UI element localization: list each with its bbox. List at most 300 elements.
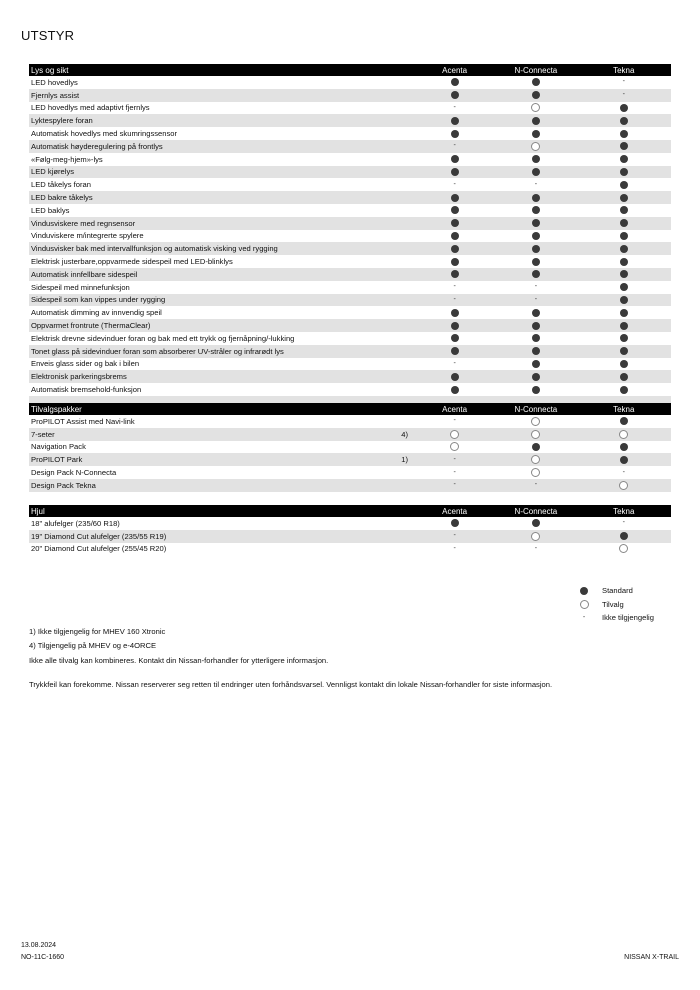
standard-dot-icon — [620, 194, 628, 202]
availability-cell — [495, 347, 576, 355]
availability-cell — [577, 456, 671, 464]
availability-cell — [414, 245, 495, 253]
table-row — [29, 319, 671, 332]
row-label: ProPILOT Assist med Navi-link — [31, 416, 135, 426]
table-row — [29, 466, 671, 479]
availability-cell — [495, 78, 576, 86]
standard-dot-icon — [451, 519, 459, 527]
availability-cell — [414, 104, 495, 112]
standard-dot-icon — [532, 373, 540, 381]
legend-label: Ikke tilgjengelig — [602, 613, 654, 623]
footer-model: NISSAN X-TRAIL — [624, 954, 679, 961]
table-row — [29, 345, 671, 358]
availability-cell — [414, 334, 495, 342]
optional-circle-icon — [531, 455, 540, 464]
column-header: Acenta — [442, 506, 468, 516]
availability-cell — [495, 206, 576, 214]
not-available-dash: - — [453, 295, 456, 303]
standard-dot-icon — [580, 587, 588, 595]
row-label: LED hovedlys — [31, 77, 78, 87]
availability-cell — [414, 442, 495, 451]
availability-cell — [577, 544, 671, 553]
standard-dot-icon — [532, 258, 540, 266]
availability-cell — [414, 168, 495, 176]
table-row — [29, 306, 671, 319]
column-header: Tekna — [613, 404, 635, 414]
not-available-dash: - — [622, 91, 625, 99]
standard-dot-icon — [620, 168, 628, 176]
table-row — [29, 230, 671, 243]
availability-cell — [495, 219, 576, 227]
standard-dot-icon — [451, 194, 459, 202]
availability-cell — [414, 430, 495, 439]
availability-cell — [577, 78, 671, 86]
availability-cell — [495, 117, 576, 125]
table-row — [29, 127, 671, 140]
not-available-dash: - — [453, 417, 456, 425]
availability-cell — [577, 117, 671, 125]
not-available-dash: - — [453, 180, 456, 188]
optional-circle-icon — [531, 417, 540, 426]
availability-cell — [577, 155, 671, 163]
availability-cell — [577, 309, 671, 317]
legend — [578, 584, 654, 625]
not-available-dash: - — [453, 455, 456, 463]
availability-cell — [414, 322, 495, 330]
availability-cell — [577, 232, 671, 240]
table-row — [29, 530, 671, 543]
availability-cell — [495, 258, 576, 266]
table-row — [29, 358, 671, 371]
row-label: Enveis glass sider og bak i bilen — [31, 359, 140, 369]
table-row — [29, 153, 671, 166]
standard-dot-icon — [620, 532, 628, 540]
not-available-dash: - — [534, 295, 538, 303]
row-label: Sidespeil med minnefunksjon — [31, 282, 130, 292]
standard-dot-icon — [620, 309, 628, 317]
table-row — [29, 428, 671, 441]
section-table — [29, 64, 671, 409]
standard-dot-icon — [532, 78, 540, 86]
availability-cell — [577, 130, 671, 138]
availability-cell — [495, 181, 576, 189]
row-label: 20" Diamond Cut alufelger (255/45 R20) — [31, 544, 167, 554]
not-available-dash: - — [622, 468, 625, 476]
availability-cell — [414, 283, 495, 291]
table-row — [29, 102, 671, 115]
availability-cell — [577, 334, 671, 342]
availability-cell — [577, 360, 671, 368]
availability-cell — [414, 519, 495, 527]
standard-dot-icon — [451, 130, 459, 138]
not-available-dash: - — [453, 544, 456, 552]
table-row — [29, 178, 671, 191]
section-header — [29, 505, 671, 517]
not-available-dash: - — [534, 180, 538, 188]
row-label: Design Pack Tekna — [31, 480, 96, 490]
availability-cell — [414, 181, 495, 189]
availability-cell — [495, 270, 576, 278]
table-row — [29, 479, 671, 492]
availability-cell — [495, 232, 576, 240]
availability-cell — [495, 417, 576, 426]
row-label: Automatisk hovedlys med skumringssensor — [31, 129, 178, 139]
row-label: LED kjørelys — [31, 167, 75, 177]
standard-dot-icon — [532, 219, 540, 227]
section-title: Tilvalgspakker — [31, 404, 82, 414]
availability-cell — [577, 104, 671, 112]
standard-dot-icon — [620, 130, 628, 138]
availability-cell — [577, 519, 671, 527]
availability-cell — [577, 142, 671, 150]
availability-cell — [414, 258, 495, 266]
row-label: Automatisk bremsehold-funksjon — [31, 385, 142, 395]
standard-dot-icon — [620, 283, 628, 291]
table-row — [29, 114, 671, 127]
row-label: LED hovedlys med adaptivt fjernlys — [31, 103, 150, 113]
availability-cell — [414, 545, 495, 553]
row-label: Oppvarmet frontrute (ThermaClear) — [31, 321, 151, 331]
row-label: Vinduviskere m/integrerte spylere — [31, 231, 144, 241]
availability-cell — [414, 206, 495, 214]
availability-cell — [577, 245, 671, 253]
availability-cell — [577, 386, 671, 394]
column-header: N-Connecta — [514, 65, 558, 75]
legend-item — [578, 611, 654, 625]
not-available-dash: - — [453, 103, 456, 111]
standard-dot-icon — [620, 417, 628, 425]
table-row — [29, 294, 671, 307]
availability-cell — [577, 270, 671, 278]
standard-dot-icon — [451, 334, 459, 342]
standard-dot-icon — [532, 245, 540, 253]
table-row — [29, 517, 671, 530]
availability-cell — [577, 469, 671, 477]
column-header: N-Connecta — [514, 506, 558, 516]
footer-code: NO-11C-1660 — [21, 954, 65, 961]
row-footnote-ref: 4) — [401, 429, 408, 439]
availability-cell — [495, 334, 576, 342]
standard-dot-icon — [620, 117, 628, 125]
standard-dot-icon — [532, 232, 540, 240]
standard-dot-icon — [620, 296, 628, 304]
standard-dot-icon — [451, 78, 459, 86]
standard-dot-icon — [532, 360, 540, 368]
table-row — [29, 191, 671, 204]
legend-item — [578, 584, 654, 598]
not-available-dash: - — [534, 481, 538, 489]
standard-dot-icon — [451, 91, 459, 99]
availability-cell — [414, 155, 495, 163]
availability-cell — [577, 283, 671, 291]
availability-cell — [414, 469, 495, 477]
row-label: LED bakre tåkelys — [31, 193, 93, 203]
not-available-dash: - — [453, 142, 456, 150]
availability-cell — [577, 417, 671, 425]
standard-dot-icon — [532, 117, 540, 125]
optional-circle-icon — [531, 430, 540, 439]
standard-dot-icon — [620, 219, 628, 227]
standard-dot-icon — [532, 155, 540, 163]
not-available-dash: - — [534, 544, 538, 552]
not-available-dash: - — [453, 468, 456, 476]
standard-dot-icon — [620, 322, 628, 330]
standard-dot-icon — [620, 386, 628, 394]
column-header: Tekna — [613, 65, 635, 75]
row-label: Navigation Pack — [31, 442, 86, 452]
table-row — [29, 217, 671, 230]
row-label: Vindusviskere med regnsensor — [31, 218, 136, 228]
availability-cell — [495, 532, 576, 541]
standard-dot-icon — [451, 232, 459, 240]
optional-circle-icon — [531, 468, 540, 477]
standard-dot-icon — [451, 117, 459, 125]
standard-dot-icon — [620, 181, 628, 189]
combination-note: Ikke alle tilvalg kan kombineres. Kontakt din Nissan-forhandler for ytterligere informasjon. — [29, 656, 329, 665]
table-row — [29, 453, 671, 466]
optional-circle-icon — [450, 430, 459, 439]
table-row — [29, 415, 671, 428]
legend-label: Tilvalg — [602, 599, 624, 609]
availability-cell — [495, 155, 576, 163]
standard-dot-icon — [532, 347, 540, 355]
standard-dot-icon — [620, 360, 628, 368]
availability-cell — [577, 322, 671, 330]
not-available-dash: - — [582, 613, 586, 621]
table-row — [29, 332, 671, 345]
availability-cell — [495, 283, 576, 291]
disclaimer: Trykkfeil kan forekomme. Nissan reserverer seg retten til endringer uten forhåndsvarsel. Vennligst kontakt din lokale Nissan-forhandler for siste informasjon. — [29, 680, 553, 689]
footnote-4: 4) Tilgjengelig på MHEV og e-4ORCE — [29, 641, 157, 650]
not-available-dash: - — [453, 532, 456, 540]
availability-cell — [577, 430, 671, 439]
standard-dot-icon — [451, 206, 459, 214]
table-row — [29, 383, 671, 396]
legend-label: Standard — [602, 586, 633, 596]
column-header: N-Connecta — [514, 404, 558, 414]
availability-cell — [495, 103, 576, 112]
availability-cell — [414, 142, 495, 150]
availability-cell — [414, 219, 495, 227]
table-row — [29, 166, 671, 179]
row-label: Tonet glass på sidevinduer foran som absorberer UV-stråler og infrarødt lys — [31, 346, 284, 356]
availability-cell — [495, 430, 576, 439]
row-label: 7-seter — [31, 429, 55, 439]
availability-cell — [577, 258, 671, 266]
standard-dot-icon — [532, 519, 540, 527]
table-row — [29, 140, 671, 153]
availability-cell — [495, 481, 576, 489]
table-row — [29, 242, 671, 255]
standard-dot-icon — [620, 258, 628, 266]
not-available-dash: - — [622, 519, 625, 527]
standard-dot-icon — [451, 155, 459, 163]
availability-cell — [414, 270, 495, 278]
table-row — [29, 370, 671, 383]
standard-dot-icon — [451, 168, 459, 176]
optional-circle-icon — [619, 430, 628, 439]
availability-cell — [495, 322, 576, 330]
availability-cell — [414, 117, 495, 125]
row-label: LED baklys — [31, 205, 70, 215]
standard-dot-icon — [451, 386, 459, 394]
availability-cell — [577, 296, 671, 304]
standard-dot-icon — [620, 206, 628, 214]
availability-cell — [577, 373, 671, 381]
standard-dot-icon — [451, 373, 459, 381]
availability-cell — [495, 91, 576, 99]
standard-dot-icon — [620, 104, 628, 112]
availability-cell — [495, 245, 576, 253]
optional-circle-icon — [619, 544, 628, 553]
availability-cell — [577, 194, 671, 202]
table-row — [29, 89, 671, 102]
availability-cell — [414, 78, 495, 86]
optional-circle-icon — [580, 600, 589, 609]
availability-cell — [414, 347, 495, 355]
availability-cell — [414, 417, 495, 425]
standard-dot-icon — [451, 309, 459, 317]
section-title: Hjul — [31, 506, 45, 516]
not-available-dash: - — [453, 481, 456, 489]
row-label: 19" Diamond Cut alufelger (235/55 R19) — [31, 531, 167, 541]
standard-dot-icon — [532, 168, 540, 176]
availability-cell — [414, 373, 495, 381]
standard-dot-icon — [532, 130, 540, 138]
table-row — [29, 441, 671, 454]
page-title: UTSTYR — [21, 28, 75, 43]
optional-circle-icon — [619, 481, 628, 490]
availability-cell — [414, 91, 495, 99]
standard-dot-icon — [451, 270, 459, 278]
row-label: Fjernlys assist — [31, 90, 80, 100]
availability-cell — [577, 219, 671, 227]
standard-dot-icon — [532, 194, 540, 202]
table-row — [29, 281, 671, 294]
standard-dot-icon — [451, 245, 459, 253]
standard-dot-icon — [620, 373, 628, 381]
standard-dot-icon — [620, 347, 628, 355]
standard-dot-icon — [620, 142, 628, 150]
row-label: Elektronisk parkeringsbrems — [31, 372, 127, 382]
row-label: ProPILOT Park — [31, 455, 83, 465]
column-header: Acenta — [442, 404, 468, 414]
row-label: Automatisk innfellbare sidespeil — [31, 269, 138, 279]
footer-date: 13.08.2024 — [21, 942, 57, 949]
availability-cell — [495, 194, 576, 202]
availability-cell — [495, 386, 576, 394]
standard-dot-icon — [620, 443, 628, 451]
availability-cell — [495, 519, 576, 527]
optional-circle-icon — [531, 142, 540, 151]
row-label: Elektrisk drevne sidevinduer foran og bak med ett trykk og fjernåpning/-lukking — [31, 333, 295, 343]
availability-cell — [414, 456, 495, 464]
row-label: Sidespeil som kan vippes under rygging — [31, 295, 166, 305]
table-row — [29, 255, 671, 268]
availability-cell — [495, 545, 576, 553]
section-header — [29, 403, 671, 415]
table-row — [29, 76, 671, 89]
row-label: Automatisk dimming av innvendig speil — [31, 308, 162, 318]
standard-dot-icon — [532, 443, 540, 451]
standard-dot-icon — [620, 334, 628, 342]
not-available-dash: - — [453, 359, 456, 367]
optional-circle-icon — [450, 442, 459, 451]
footnote-1: 1) Ikke tilgjengelig for MHEV 160 Xtronic — [29, 627, 166, 636]
standard-dot-icon — [451, 219, 459, 227]
availability-cell — [495, 142, 576, 151]
availability-cell — [414, 130, 495, 138]
standard-dot-icon — [532, 309, 540, 317]
section-table — [29, 505, 671, 555]
section-header — [29, 64, 671, 76]
row-label: LED tåkelys foran — [31, 180, 91, 190]
table-row — [29, 268, 671, 281]
row-label: Design Pack N-Connecta — [31, 468, 117, 478]
row-label: Vindusvisker bak med intervallfunksjon og automatisk visking ved rygging — [31, 244, 278, 254]
row-label: Automatisk høyderegulering på frontlys — [31, 141, 163, 151]
optional-circle-icon — [531, 532, 540, 541]
row-label: «Følg-meg-hjem»-lys — [31, 154, 103, 164]
standard-dot-icon — [532, 91, 540, 99]
row-footnote-ref: 1) — [401, 455, 408, 465]
standard-dot-icon — [451, 258, 459, 266]
availability-cell — [495, 309, 576, 317]
standard-dot-icon — [620, 270, 628, 278]
section-title: Lys og sikt — [31, 65, 69, 75]
standard-dot-icon — [532, 206, 540, 214]
availability-cell — [495, 455, 576, 464]
availability-cell — [414, 532, 495, 540]
availability-cell — [495, 168, 576, 176]
availability-cell — [577, 168, 671, 176]
optional-circle-icon — [531, 103, 540, 112]
availability-cell — [495, 443, 576, 451]
availability-cell — [495, 130, 576, 138]
section-table — [29, 403, 671, 492]
standard-dot-icon — [620, 155, 628, 163]
row-label: Lyktespylere foran — [31, 116, 93, 126]
availability-cell — [495, 373, 576, 381]
legend-item — [578, 598, 654, 612]
table-row — [29, 543, 671, 556]
availability-cell — [414, 232, 495, 240]
table-row — [29, 204, 671, 217]
column-header: Acenta — [442, 65, 468, 75]
availability-cell — [414, 481, 495, 489]
availability-cell — [414, 309, 495, 317]
availability-cell — [577, 443, 671, 451]
availability-cell — [414, 386, 495, 394]
row-label: Elektrisk justerbare,oppvarmede sidespeil med LED-blinklys — [31, 257, 233, 267]
availability-cell — [414, 296, 495, 304]
availability-cell — [414, 194, 495, 202]
standard-dot-icon — [620, 232, 628, 240]
availability-cell — [577, 347, 671, 355]
standard-dot-icon — [451, 347, 459, 355]
standard-dot-icon — [620, 456, 628, 464]
standard-dot-icon — [620, 245, 628, 253]
not-available-dash: - — [534, 283, 538, 291]
column-header: Tekna — [613, 506, 635, 516]
availability-cell — [577, 91, 671, 99]
standard-dot-icon — [532, 322, 540, 330]
standard-dot-icon — [451, 322, 459, 330]
standard-dot-icon — [532, 334, 540, 342]
availability-cell — [495, 468, 576, 477]
availability-cell — [495, 360, 576, 368]
availability-cell — [414, 360, 495, 368]
